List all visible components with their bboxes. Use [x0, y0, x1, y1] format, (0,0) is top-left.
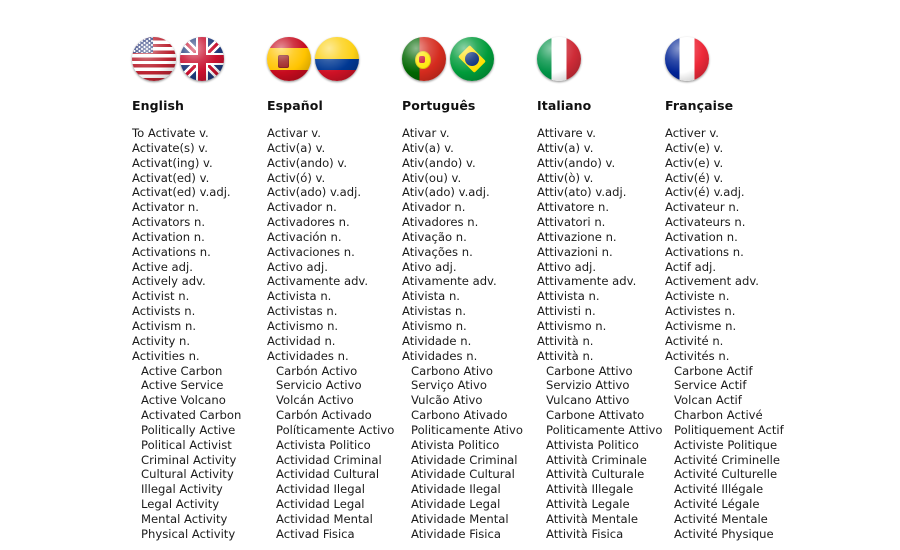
- list-item: Active Volcano: [141, 393, 226, 408]
- language-column-francaise: [665, 30, 793, 542]
- list-item: Activadores n.: [267, 215, 350, 230]
- list-item: Activer v.: [665, 126, 719, 140]
- list-item: Actif adj.: [665, 259, 717, 274]
- list-item: Activ(e) v.: [665, 155, 724, 170]
- language-title-espanol: Español: [267, 98, 323, 113]
- list-item: Atividade Criminal: [411, 452, 518, 467]
- list-item: Actividades n.: [267, 348, 349, 363]
- list-item: Activ(ando) v.: [267, 155, 348, 170]
- list-item: Activité Physique: [674, 526, 774, 541]
- list-item: Ativista Politico: [411, 437, 500, 452]
- list-item: Ativamente adv.: [402, 274, 497, 289]
- language-column-english: [132, 30, 267, 542]
- list-item: Vulcão Ativo: [411, 393, 483, 408]
- word-list-english: [132, 126, 267, 542]
- list-item: Activation n.: [132, 229, 205, 244]
- list-item: Attiv(ato) v.adj.: [537, 185, 627, 200]
- list-item: Servizio Attivo: [546, 378, 630, 393]
- list-item: Actividad Ilegal: [276, 482, 365, 497]
- list-item: Atividade Legal: [411, 497, 501, 512]
- list-item: Activiste n.: [665, 289, 730, 304]
- list-item: Activat(ing) v.: [132, 155, 213, 170]
- language-column-espanol: [267, 30, 402, 542]
- list-item: Activité n.: [665, 333, 724, 348]
- list-item: Actively adv.: [132, 274, 206, 289]
- list-item: Activité Mentale: [674, 511, 768, 526]
- list-item: Attivista n.: [537, 289, 600, 304]
- list-item: Serviço Ativo: [411, 378, 487, 393]
- list-item: Activate(s) v.: [132, 140, 208, 155]
- list-item: Ativação n.: [402, 229, 467, 244]
- list-item: Atividade Mental: [411, 511, 509, 526]
- flag-group-espanol: [267, 30, 402, 88]
- list-item: Activamente adv.: [267, 274, 369, 289]
- list-item: Activat(ed) v.: [132, 170, 210, 185]
- list-item: Activité Culturelle: [674, 467, 778, 482]
- list-item: Activista Politico: [276, 437, 371, 452]
- list-item: Attivisti n.: [537, 304, 596, 319]
- list-item: Carbone Attivo: [546, 363, 633, 378]
- list-item: Activación n.: [267, 229, 342, 244]
- list-item: To Activate v.: [132, 126, 209, 140]
- flag-spain-icon: [267, 37, 311, 81]
- list-item: Activ(a) v.: [267, 140, 326, 155]
- list-item: Active adj.: [132, 259, 193, 274]
- list-item: Activo adj.: [267, 259, 328, 274]
- word-list-francaise: [665, 126, 793, 542]
- list-item: Activities n.: [132, 348, 200, 363]
- list-item: Ativações n.: [402, 244, 473, 259]
- list-item: Activist n.: [132, 289, 190, 304]
- list-item: Ativ(ou) v.: [402, 170, 462, 185]
- flag-group-english: [132, 30, 267, 88]
- flag-france-icon: [665, 37, 709, 81]
- list-item: Atividade Ilegal: [411, 482, 501, 497]
- list-item: Illegal Activity: [141, 482, 223, 497]
- list-item: Activement adv.: [665, 274, 759, 289]
- list-item: Actividad Legal: [276, 497, 365, 512]
- list-item: Carbone Attivato: [546, 408, 645, 423]
- list-item: Activ(e) v.: [665, 140, 724, 155]
- list-item: Attivatori n.: [537, 215, 606, 230]
- list-item: Volcán Activo: [276, 393, 354, 408]
- list-item: Ativadores n.: [402, 215, 479, 230]
- flag-brazil-icon: [450, 37, 494, 81]
- list-item: Activists n.: [132, 304, 196, 319]
- flag-group-portugues: [402, 30, 537, 88]
- word-list-portugues: [402, 126, 537, 542]
- list-item: Activité Légale: [674, 497, 760, 512]
- list-item: Activ(ado) v.adj.: [267, 185, 362, 200]
- list-item: Carbono Ativado: [411, 408, 508, 423]
- list-item: Activ(ó) v.: [267, 170, 326, 185]
- list-item: Politicamente Attivo: [546, 422, 663, 437]
- list-item: Activations n.: [132, 244, 211, 259]
- list-item: Mental Activity: [141, 511, 228, 526]
- list-item: Activista n.: [267, 289, 332, 304]
- list-item: Ativista n.: [402, 289, 460, 304]
- list-item: Attività Legale: [546, 497, 630, 512]
- list-item: Activar v.: [267, 126, 321, 140]
- list-item: Ativo adj.: [402, 259, 457, 274]
- list-item: Ativ(ando) v.: [402, 155, 476, 170]
- list-item: Atividades n.: [402, 348, 478, 363]
- list-item: Attivazioni n.: [537, 244, 613, 259]
- list-item: Activistes n.: [665, 304, 736, 319]
- list-item: Carbono Ativo: [411, 363, 493, 378]
- word-list-espanol: [267, 126, 402, 542]
- list-item: Activisme n.: [665, 318, 737, 333]
- flag-colombia-icon: [315, 37, 359, 81]
- list-item: Charbon Activé: [674, 408, 763, 423]
- list-item: Attività Fisica: [546, 526, 624, 541]
- list-item: Activad Fisica: [276, 526, 355, 541]
- list-item: Ativador n.: [402, 200, 466, 215]
- list-item: Activated Carbon: [141, 408, 242, 423]
- list-item: Atividade Cultural: [411, 467, 515, 482]
- flag-group-francaise: [665, 30, 793, 88]
- list-item: Actividad Mental: [276, 511, 373, 526]
- flag-portugal-icon: [402, 37, 446, 81]
- list-item: Attiv(ando) v.: [537, 155, 616, 170]
- list-item: Carbón Activo: [276, 363, 358, 378]
- list-item: Active Service: [141, 378, 224, 393]
- flag-united-kingdom-icon: [180, 37, 224, 81]
- list-item: Attiv(ò) v.: [537, 170, 594, 185]
- list-item: Activateur n.: [665, 200, 740, 215]
- flag-italy-icon: [537, 37, 581, 81]
- list-item: Physical Activity: [141, 526, 236, 541]
- flag-united-states-icon: [132, 37, 176, 81]
- list-item: Activités n.: [665, 348, 730, 363]
- language-column-italiano: [537, 30, 665, 542]
- list-item: Attivo adj.: [537, 259, 597, 274]
- list-item: Ativ(a) v.: [402, 140, 454, 155]
- list-item: Ativistas n.: [402, 304, 467, 319]
- list-item: Attività n.: [537, 348, 594, 363]
- list-item: Volcan Actif: [674, 393, 742, 408]
- list-item: Activity n.: [132, 333, 191, 348]
- list-item: Attivamente adv.: [537, 274, 637, 289]
- list-item: Activiste Politique: [674, 437, 778, 452]
- list-item: Activation n.: [665, 229, 738, 244]
- list-item: Attivazione n.: [537, 229, 617, 244]
- list-item: Activistas n.: [267, 304, 338, 319]
- language-column-portugues: [402, 30, 537, 542]
- list-item: Vulcano Attivo: [546, 393, 630, 408]
- list-item: Actividad Criminal: [276, 452, 382, 467]
- list-item: Attivista Politico: [546, 437, 639, 452]
- language-title-italiano: Italiano: [537, 98, 592, 113]
- list-item: Activador n.: [267, 200, 337, 215]
- list-item: Attività Criminale: [546, 452, 647, 467]
- list-item: Political Activist: [141, 437, 232, 452]
- list-item: Políticamente Activo: [276, 422, 395, 437]
- list-item: Atividade n.: [402, 333, 472, 348]
- list-item: Activations n.: [665, 244, 744, 259]
- list-item: Carbone Actif: [674, 363, 753, 378]
- list-item: Ativismo n.: [402, 318, 467, 333]
- list-item: Ativar v.: [402, 126, 450, 140]
- list-item: Activat(ed) v.adj.: [132, 185, 231, 200]
- list-item: Ativ(ado) v.adj.: [402, 185, 490, 200]
- list-item: Attivare v.: [537, 126, 596, 140]
- language-title-english: English: [132, 98, 184, 113]
- list-item: Legal Activity: [141, 497, 220, 512]
- list-item: Activator n.: [132, 200, 199, 215]
- list-item: Actividad Cultural: [276, 467, 380, 482]
- list-item: Politicamente Ativo: [411, 422, 523, 437]
- list-item: Politically Active: [141, 422, 236, 437]
- list-item: Actividad n.: [267, 333, 336, 348]
- list-item: Attivismo n.: [537, 318, 607, 333]
- list-item: Service Actif: [674, 378, 747, 393]
- list-item: Attività Illegale: [546, 482, 634, 497]
- list-item: Activators n.: [132, 215, 205, 230]
- list-item: Attiv(a) v.: [537, 140, 594, 155]
- list-item: Activ(é) v.: [665, 170, 724, 185]
- list-item: Attività Culturale: [546, 467, 645, 482]
- list-item: Attività n.: [537, 333, 594, 348]
- list-item: Activismo n.: [267, 318, 339, 333]
- language-title-francaise: Française: [665, 98, 734, 113]
- list-item: Carbón Activado: [276, 408, 372, 423]
- list-item: Activaciones n.: [267, 244, 355, 259]
- list-item: Activité Illégale: [674, 482, 764, 497]
- list-item: Activateurs n.: [665, 215, 746, 230]
- list-item: Attivatore n.: [537, 200, 610, 215]
- list-item: Atividade Fisica: [411, 526, 502, 541]
- list-item: Attività Mentale: [546, 511, 638, 526]
- flag-group-italiano: [537, 30, 665, 88]
- word-list-italiano: [537, 126, 665, 542]
- list-item: Criminal Activity: [141, 452, 237, 467]
- language-title-portugues: Português: [402, 98, 476, 113]
- list-item: Politiquement Actif: [674, 422, 784, 437]
- list-item: Activité Criminelle: [674, 452, 780, 467]
- list-item: Servicio Activo: [276, 378, 362, 393]
- list-item: Cultural Activity: [141, 467, 234, 482]
- list-item: Activ(é) v.adj.: [665, 185, 745, 200]
- list-item: Active Carbon: [141, 363, 223, 378]
- list-item: Activism n.: [132, 318, 197, 333]
